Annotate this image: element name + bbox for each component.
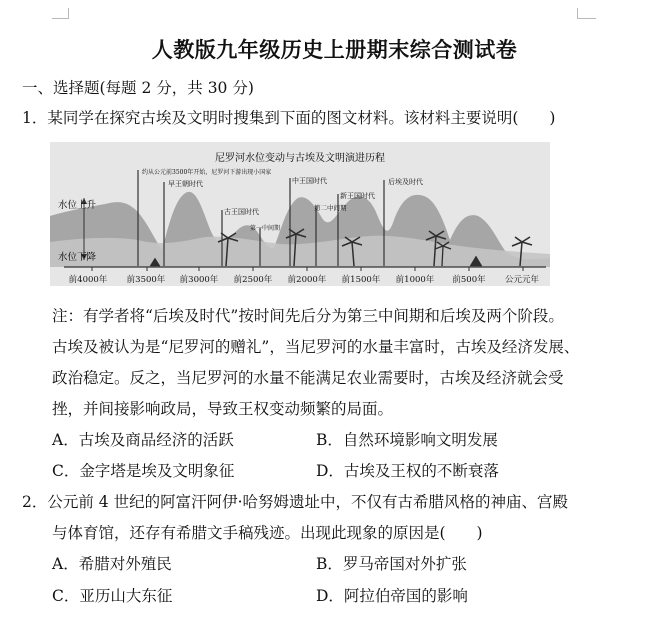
page-corner-mark-right [577, 8, 596, 19]
x-tick-label: 前2500年 [233, 275, 273, 285]
q2-option-b: B．罗马帝国对外扩张 [316, 555, 467, 573]
q1-option-b: B．自然环境影响文明发展 [316, 431, 498, 449]
x-tick-label: 前3500年 [126, 275, 166, 285]
annotation-new-kingdom: 新王国时代 [340, 192, 375, 200]
q2-option-c: C．亚历山大东征 [52, 587, 173, 605]
q2-option-a: A．希腊对外殖民 [52, 555, 172, 573]
x-tick-label: 前4000年 [68, 275, 108, 285]
page-corner-mark-left [52, 8, 69, 19]
x-tick-label: 前3000年 [179, 275, 219, 285]
note-line: 政治稳定。反之，当尼罗河的水量不能满足农业需要时，古埃及经济就会受 [52, 369, 564, 387]
x-tick-label: 前2000年 [287, 275, 327, 285]
q2-option-d: D．阿拉伯帝国的影响 [316, 587, 468, 605]
q1-option-c: C．金字塔是埃及文明象征 [52, 462, 235, 480]
annotation-second-intermediate: 第二中间期 [314, 204, 347, 212]
q1-option-a: A．古埃及商品经济的活跃 [52, 431, 234, 449]
question-1-stem: 1．某同学在探究古埃及文明时搜集到下面的图文材料。该材料主要说明( ) [22, 109, 556, 127]
x-tick-label: 公元元年 [504, 275, 540, 285]
q1-option-d: D．古埃及王权的不断衰落 [316, 462, 499, 480]
annotation-late-period: 后埃及时代 [388, 178, 423, 186]
y-label-fall: 水位下降 [58, 252, 97, 263]
question-2-stem: 2．公元前 4 世纪的阿富汗阿伊·哈努姆遗址中，不仅有古希腊风格的神庙、宫殿 [22, 493, 569, 511]
annotation-first-intermediate: 第一中间期 [250, 225, 281, 232]
note-line: 注：有学者将“后埃及时代”按时间先后分为第三中间期和后埃及两个阶段。 [52, 307, 564, 325]
y-label-rise: 水位上升 [58, 200, 97, 211]
page-title: 人教版九年级历史上册期末综合测试卷 [151, 38, 518, 62]
note-line: 挫，并间接影响政局，导致王权变动频繁的局面。 [52, 400, 394, 418]
annotation-old-kingdom: 古王国时代 [224, 208, 259, 216]
nile-chart [50, 142, 550, 286]
annotation-early-states: 约从公元前3500年开始，尼罗河下游出现小国家 [142, 169, 272, 176]
question-2-stem-cont: 与体育馆，还存有希腊文手稿残迹。出现此现象的原因是( ) [52, 524, 483, 542]
note-line: 古埃及被认为是“尼罗河的赠礼”，当尼罗河的水量丰富时，古埃及经济发展、 [52, 338, 580, 356]
annotation-middle-kingdom: 中王国时代 [292, 177, 327, 185]
x-tick-label: 前1500年 [341, 275, 381, 285]
x-tick-label: 前1000年 [395, 275, 435, 285]
x-tick-label: 前500年 [452, 275, 486, 285]
annotation-early-dynastic: 早王朝时代 [168, 180, 203, 188]
section-heading: 一、选择题(每题 2 分，共 30 分) [22, 79, 254, 97]
chart-title: 尼罗河水位变动与古埃及文明演进历程 [215, 153, 385, 164]
